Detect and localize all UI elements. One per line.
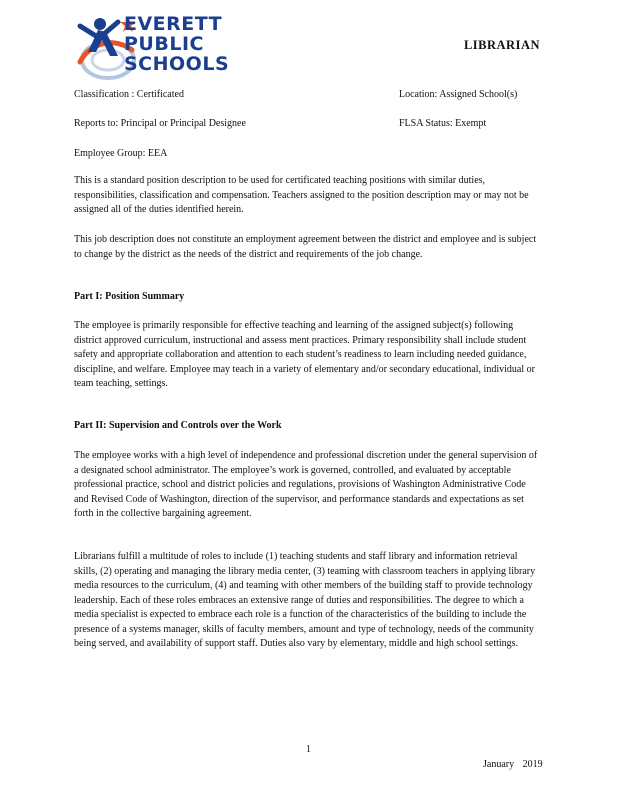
employee-group-row [74, 147, 538, 161]
flsa-status-text: FLSA Status: Exempt [399, 118, 487, 129]
everett-public-schools-logo [70, 12, 245, 82]
page-number: 1 [306, 744, 311, 755]
classification-row [74, 88, 538, 102]
logo-text [124, 14, 229, 74]
classification-text: Classification : Certificated [74, 89, 184, 100]
paragraph-supervision: The employee works with a high level of independence and professional discretion under the general supervision of a designated school administrator. The employee’s work is governed, controlled, and evaluated by acceptable professional practice, school and district policies and regulations, provisions of Washington Administrative Code and Revised Code of Washington, direction of the supervisor, and performance standards and expectations as set forth in the collective bargaining agreement. [74, 450, 538, 519]
job-title: LIBRARIAN [463, 38, 540, 52]
logo-line-3: SCHOOLS [124, 53, 230, 75]
location-text: Location: Assigned School(s) [399, 89, 518, 100]
logo-line-1: EVERETT [124, 13, 223, 35]
footer-date: January 2019 [483, 759, 543, 770]
reports-to-text: Reports to: Principal or Principal Designee [74, 118, 246, 129]
reports-row [74, 117, 538, 131]
heading-part-1: Part I: Position Summary [74, 291, 185, 302]
employee-group-text: Employee Group: EEA [74, 148, 168, 159]
paragraph-standard-description: This is a standard position description to be used for certificated teaching positions with similar duties, responsibilities, classification and compensation. Teachers assigned to the position description may or may not be assigned all of the duties identified herein. [74, 175, 529, 215]
logo-line-2: PUBLIC [124, 33, 204, 55]
heading-part-2: Part II: Supervision and Controls over the Work [74, 420, 282, 431]
paragraph-librarian-roles: Librarians fulfill a multitude of roles to include (1) teaching students and staff library and information retrieval skills, (2) operating and managing the library media center, (3) teaming with classroom teachers in applying library media resources to the curriculum, (4) and teaming with other members of the building staff to provide technology leadership. Each of these roles embraces an extensive range of duties and responsibilities. The degree to which a media specialist is expected to embrace each role is a function of the characteristics of the building to include the presence of a systems manager, skills of faculty members, amount and type of technology, needs of the community being served, and availability of support staff. Duties also vary by elementary, middle and high school settings. [74, 551, 536, 649]
paragraph-position-summary: The employee is primarily responsible for effective teaching and learning of the assigned subject(s) following district approved curriculum, instructional and assess ment practices. Primary responsibility shall include student safety and appropriate collaboration and attention to each student’s readiness to learn including needed guidance, discipline, and welfare. Employee may teach in a variety of elementary and/or secondary educational, individual or team teaching, settings. [74, 320, 535, 389]
paragraph-not-agreement: This job description does not constitute an employment agreement between the district and employee and is subject to change by the district as the needs of the district and requirements of the job change. [74, 234, 537, 260]
